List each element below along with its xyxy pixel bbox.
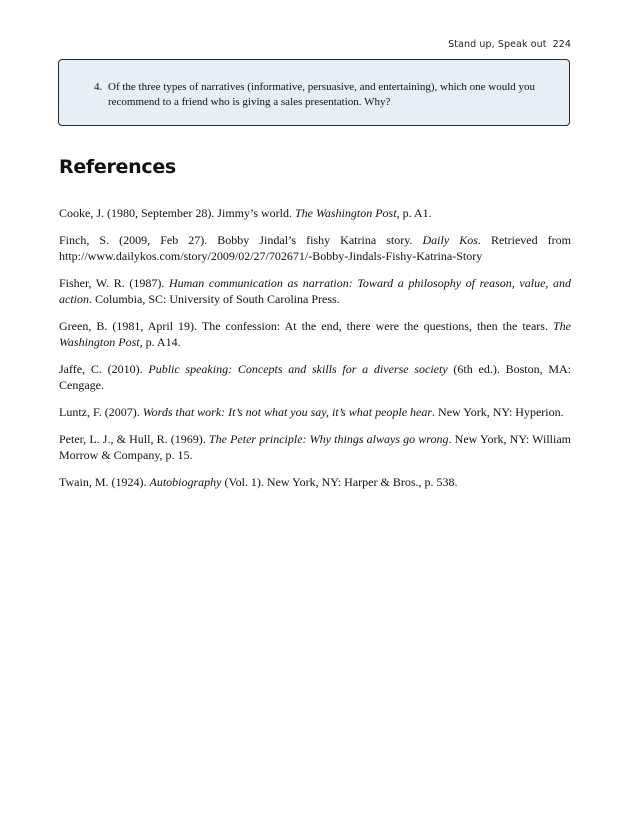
reference-publication: (6th ed.). Boston, MA: Cengage. [59, 362, 571, 392]
reference-author-date: Peter, L. J., & Hull, R. (1969). [59, 432, 209, 446]
reference-publication: (Vol. 1). New York, NY: Harper & Bros., p. 538. [221, 475, 458, 489]
references-list [59, 205, 571, 501]
reference-author-date: Luntz, F. (2007). [59, 405, 143, 419]
reference-publication: . New York, NY: Hyperion. [432, 405, 564, 419]
reference-title: The Peter principle: Why things always go wrong [208, 432, 449, 446]
reference-entry [59, 404, 571, 420]
reference-title: Words that work: It’s not what you say, it’s what people hear [142, 405, 433, 419]
reference-entry [59, 474, 571, 490]
review-question-box [58, 59, 570, 126]
reference-author-date: Finch, S. (2009, Feb 27). Bobby Jindal’s fishy Katrina story. [59, 233, 423, 247]
reference-entry [59, 232, 571, 264]
question-text: Of the three types of narratives (informative, persuasive, and entertaining), which one would you recommend to a friend who is giving a sales presentation. Why? [108, 81, 536, 108]
running-title: Stand up, Speak out [448, 39, 547, 50]
reference-entry [59, 431, 571, 463]
reference-publication: , p. A14. [139, 335, 181, 349]
question-number: 4. [94, 81, 103, 93]
reference-author-date: Twain, M. (1924). [59, 475, 150, 489]
reference-entry [59, 318, 571, 350]
reference-entry [59, 361, 571, 393]
review-question-item [94, 80, 558, 110]
reference-title: The Washington Post [59, 319, 571, 349]
page-number: 224 [552, 39, 571, 50]
reference-publication: . Columbia, SC: University of South Carolina Press. [89, 292, 340, 306]
reference-title: Public speaking: Concepts and skills for a diverse society [148, 362, 448, 376]
reference-publication: , p. A1. [396, 206, 432, 220]
reference-title: The Washington Post [294, 206, 397, 220]
reference-author-date: Jaffe, C. (2010). [59, 362, 149, 376]
reference-publication: . New York, NY: William Morrow & Company, p. 15. [59, 432, 572, 462]
reference-publication: . Retrieved from http://www.dailykos.com/story/2009/02/27/702671/-Bobby-Jindals-Fishy-Katrina-Story [59, 233, 572, 263]
reference-title: Autobiography [149, 475, 222, 489]
reference-title: Daily Kos [422, 233, 478, 247]
reference-title: Human communication as narration: Toward a philosophy of reason, value, and action [59, 276, 572, 306]
reference-author-date: Cooke, J. (1980, September 28). Jimmy’s world. [59, 206, 295, 220]
reference-author-date: Green, B. (1981, April 19). The confession: At the end, there were the questions, then the tears. [59, 319, 553, 333]
references-heading: References [59, 156, 176, 178]
reference-entry [59, 205, 571, 221]
reference-author-date: Fisher, W. R. (1987). [59, 276, 169, 290]
running-header [448, 39, 571, 50]
reference-entry [59, 275, 571, 307]
